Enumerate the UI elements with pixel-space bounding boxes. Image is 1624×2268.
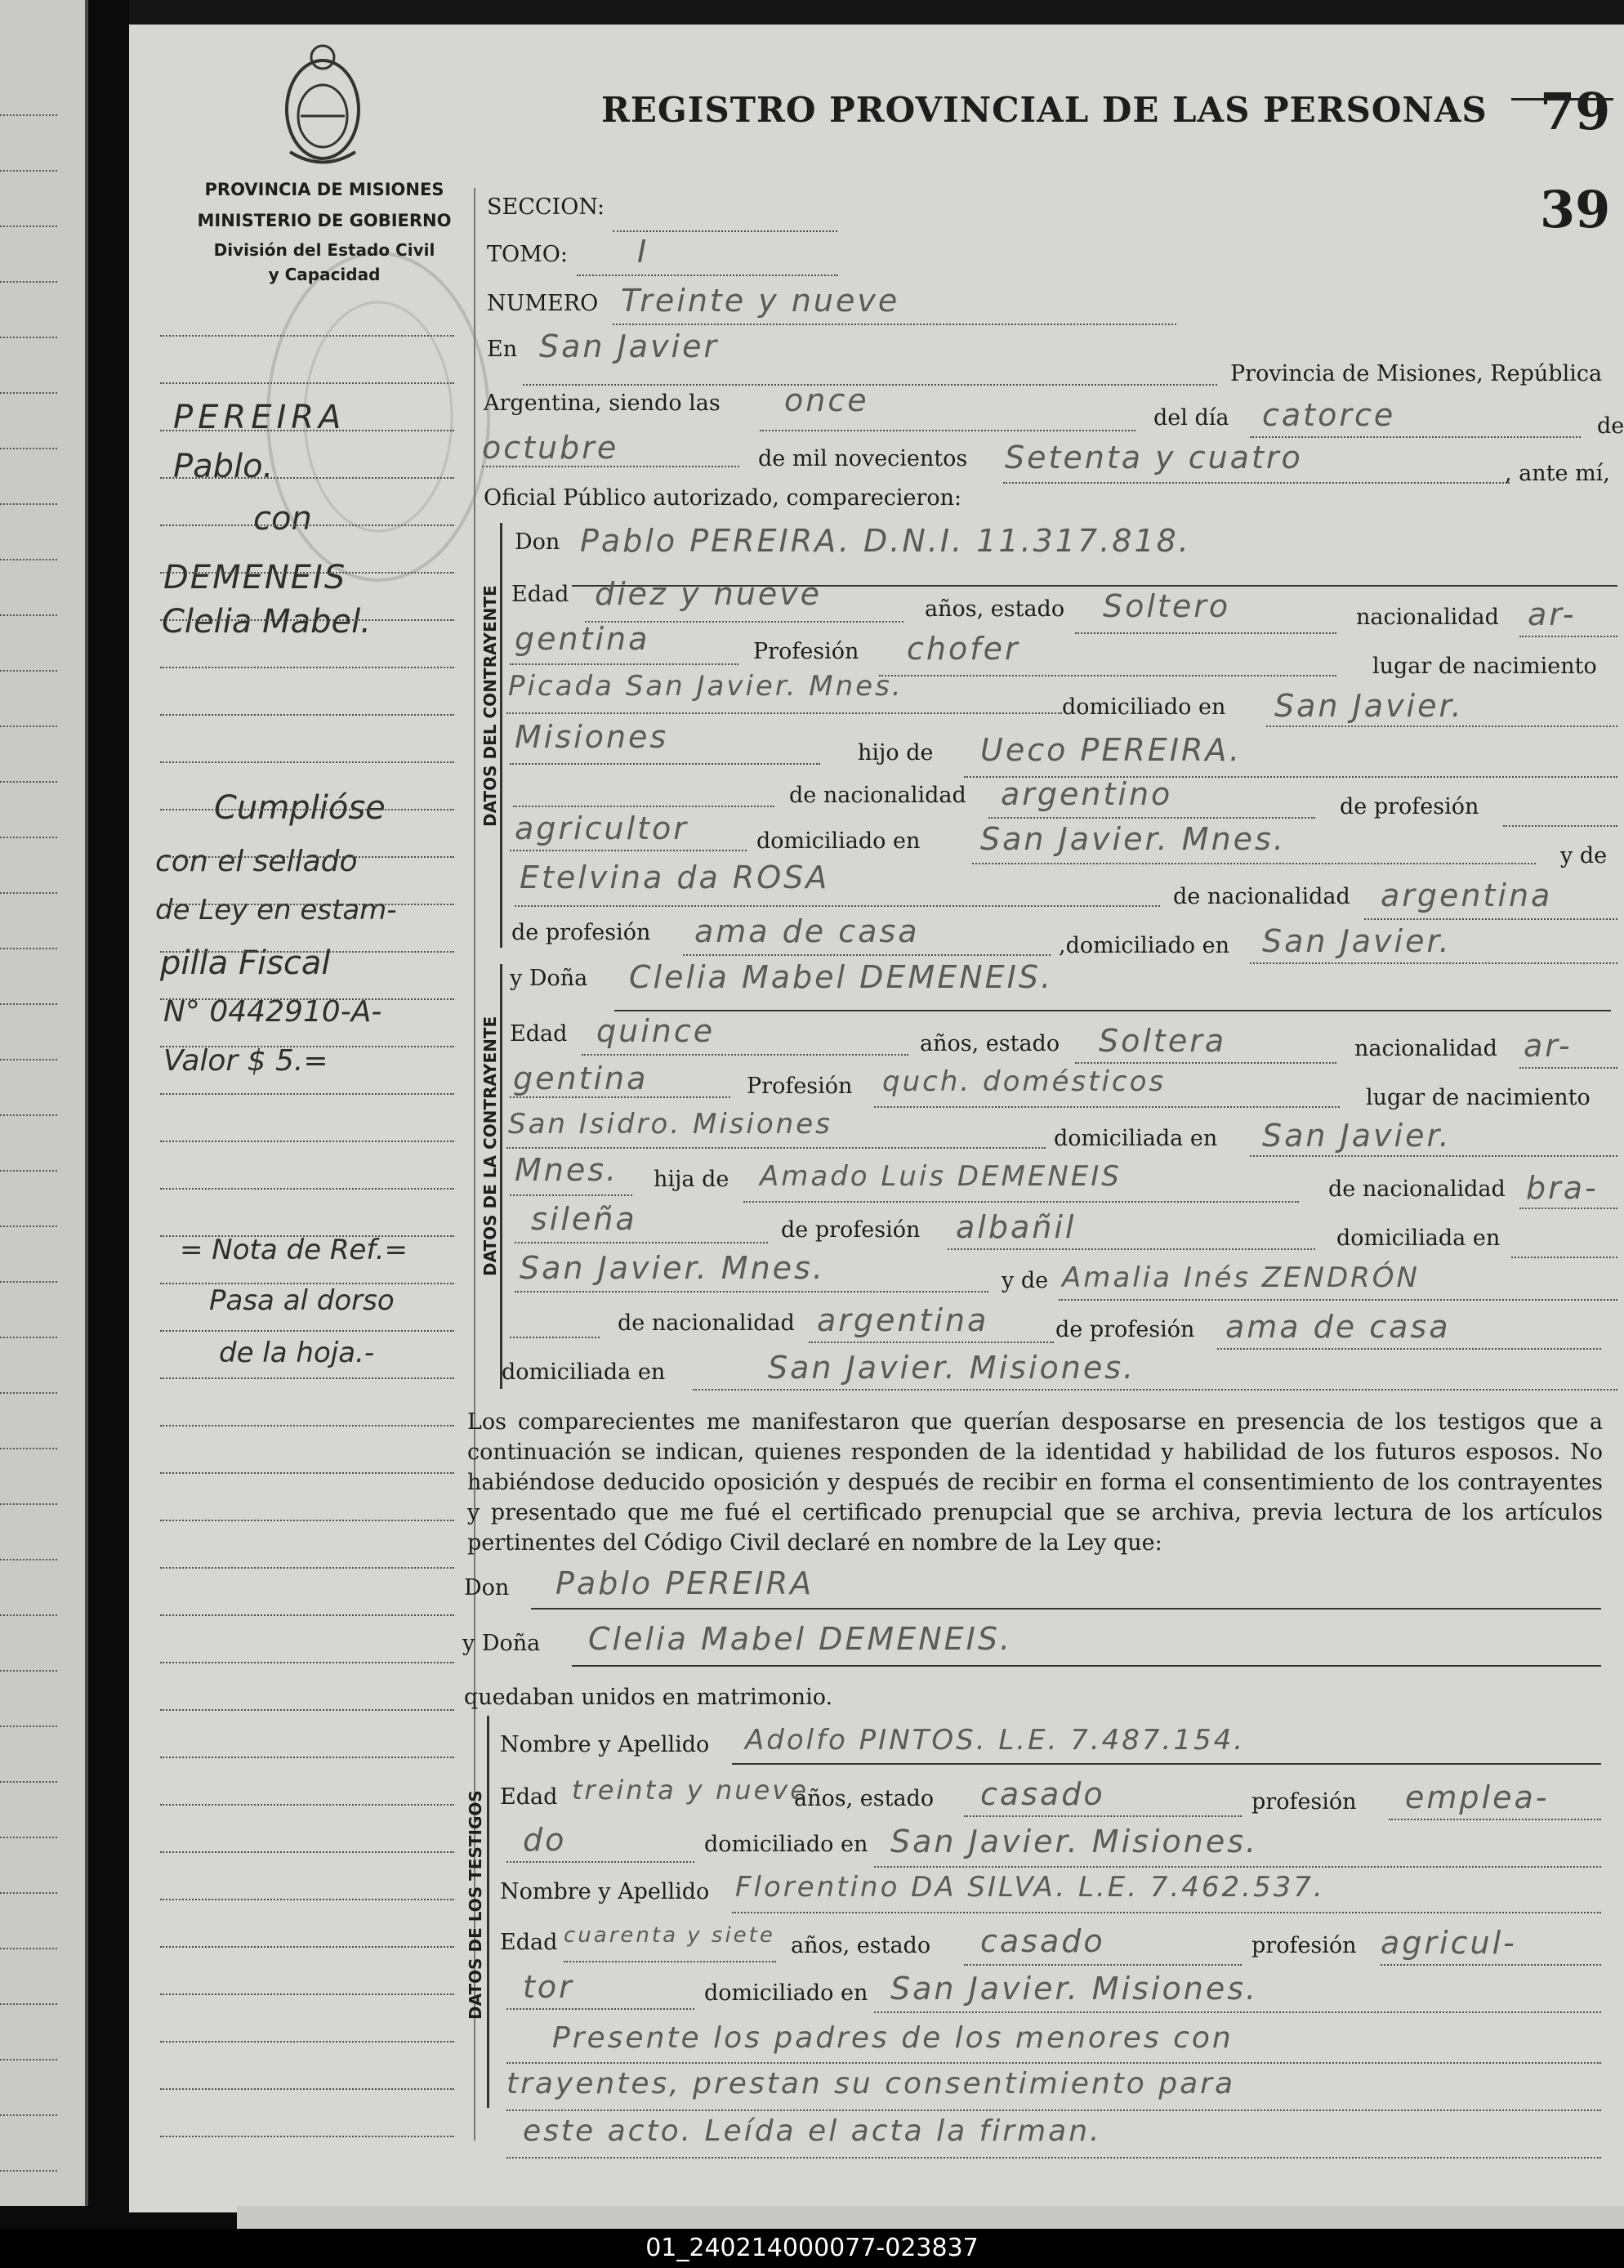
contrayente-nac-2: gentina [515,621,650,657]
ruled-line [0,2003,57,2005]
contrayenta-madre-nac: argentina [817,1302,989,1338]
ruled-line [0,114,57,116]
edad2-line [582,1054,908,1056]
madre-nac-label-2: de nacionalidad [618,1310,795,1336]
t2-estado: casado [980,1923,1105,1959]
ante-mi-text: , ante mí, [1505,461,1610,486]
domiciliado-label: domiciliado en [1062,694,1226,720]
en-label: En [487,337,518,362]
contrayenta-lugar: San Isidro. Misiones [508,1108,832,1141]
contrayente-prof: chofer [907,631,1020,667]
padre-nac-line [988,817,1315,819]
margin-ruled-line [160,1188,454,1190]
ruled-line [0,1003,57,1005]
edad-label-2: Edad [510,1021,568,1047]
ruled-line [0,392,57,394]
nacionalidad-label: nacionalidad [1356,605,1499,630]
mes-value: octubre [482,430,619,466]
margin-ruled-line [160,1946,454,1948]
contrayenta-dom: San Javier. [1262,1118,1452,1154]
ruled-line [0,1392,57,1394]
madre-nac2-line [809,1342,1054,1343]
y-de-label-2: y de [1002,1268,1049,1293]
ruled-line [0,448,57,449]
declaration-text: Los comparecientes me manifestaron que querían desposarse en presencia de los testigos que a continuación se indican, quienes responden de la identidad y habilidad de los futuros esposos. No habiéndose deducido oposición y después de recibir en forma el consentimiento de los contrayentes y presentado que me fué el certificado prenupcial que se archiva, previa lectura de los artículos pertinentes del Código Civil declaré en nombre de la Ley que: [467,1409,1603,1556]
testigos-bracket [487,1716,489,2108]
profesion-label-2: Profesión [747,1074,853,1099]
padre-dom2b-line [515,1291,988,1292]
provincia-text: Provincia de Misiones, República [1230,361,1603,386]
t2-dom: San Javier. Misiones. [890,1971,1259,2007]
contrayenta-bracket [500,964,502,1389]
ruled-line [0,1059,57,1060]
margin-ruled-line [160,382,454,384]
lugar-label-2: lugar de nacimiento [1366,1085,1591,1110]
nac2-line [510,663,738,665]
padre-dom2-line [1511,1257,1617,1258]
ruled-line [0,725,57,727]
seccion-line [613,230,837,232]
y-de-label: y de [1560,843,1608,868]
en-line [523,384,1217,386]
ruled-line [0,1892,57,1894]
ruled-line [0,225,57,227]
tomo-label: TOMO: [487,242,569,267]
contrayenta-madre-prof: ama de casa [1225,1309,1451,1345]
madre-line [515,905,1160,907]
contrayente-dom: San Javier. [1274,688,1464,724]
margin-ruled-line [160,1757,454,1758]
union-dona-line [572,1665,1601,1667]
margin-ruled-line [160,809,454,810]
margin-name-5: Clelia Mabel. [162,603,371,641]
ruled-line [0,781,57,783]
margin-ruled-line [160,951,454,953]
contrayente-lugar: Picada San Javier. Mnes. [508,670,903,703]
contrayenta-padre-prof: albañil [956,1209,1077,1245]
page-number-struck: 79 [1540,82,1611,141]
margin-ruled-line [160,619,454,621]
ruled-line [0,2114,57,2116]
ruled-line [0,614,57,616]
contrayente-section-label: DATOS DEL CONTRAYENTE [480,585,500,827]
contrayente-dom-2: Misiones [515,719,669,755]
contrayenta-madre-dom: San Javier. Misiones. [768,1350,1136,1386]
ruled-line [0,503,57,505]
coat-of-arms-icon [278,38,368,168]
t1-nombre-label: Nombre y Apellido [500,1732,710,1757]
padre-dom-label-2: domiciliada en [1336,1226,1501,1251]
hijo-de-label: hijo de [858,740,934,766]
margin-ruled-line [160,1993,454,1995]
margin-ruled-line [160,714,454,716]
contrayente-bracket [500,523,502,948]
t2-prof-label: profesión [1251,1933,1357,1958]
ruled-line [0,1337,57,1338]
margin-ruled-line [160,1709,454,1711]
testigos-section-label: DATOS DE LOS TESTIGOS [466,1790,485,2020]
ruled-line [0,1281,57,1283]
top-shadow [129,0,1624,25]
t1-edad: treinta y nueve [572,1775,809,1806]
margin-ruled-line [160,1662,454,1663]
margin-sello-6: Valor $ 5.= [163,1044,328,1078]
t2-dom-line [874,2011,1601,2013]
tomo-line [577,275,838,276]
margin-ruled-line [160,1425,454,1426]
nota3-line [506,2157,1601,2159]
margin-ruled-line [160,1520,454,1521]
dom-line [1266,725,1617,727]
margin-ruled-line [160,477,454,479]
de-label: de [1597,413,1624,439]
lugar-label: lugar de nacimiento [1372,654,1597,679]
union-don-label: Don [464,1575,510,1601]
t1-prof-line [1389,1819,1601,1820]
contrayenta-padre-nac: bra- [1526,1170,1599,1206]
lugar2-line [506,1147,1046,1149]
madre-dom2-line [693,1389,1617,1391]
padre2-line [743,1201,1299,1203]
margin-ruled-line [160,1093,454,1095]
margin-ruled-line [160,667,454,668]
margin-ruled-line [160,1235,454,1237]
lugar-line [506,712,1062,714]
nac-line [1519,636,1617,637]
org-line-3: División del Estado Civil [213,240,435,260]
dia-line [1250,436,1581,438]
anos-estado-label-2: años, estado [920,1031,1060,1056]
margin-sello-5: N° 0442910-A- [163,995,382,1029]
contrayente-estado: Soltero [1103,588,1231,624]
ruled-line [0,1948,57,1949]
madre-dom-label-2: domiciliada en [502,1359,666,1385]
nacionalidad-label-2: nacionalidad [1354,1036,1497,1061]
t1-prof2-line [506,1861,694,1863]
padre-nac-label: de nacionalidad [789,783,966,808]
t2-nombre-label: Nombre y Apellido [500,1879,710,1904]
profesion-label: Profesión [753,639,859,664]
hora-line [760,430,1135,431]
margin-sello-2: con el sellado [155,845,358,878]
margin-ruled-line [160,761,454,763]
t2-anos-estado-label: años, estado [791,1933,931,1958]
madre-prof-label-2: de profesión [1055,1317,1195,1342]
ruled-line [0,1226,57,1227]
t2-prof-2: tor [523,1969,574,2005]
contrayenta-nac: ar- [1524,1028,1573,1064]
dom2-line [510,763,820,765]
madre-blank-line [510,1337,600,1338]
estado2-line [1075,1062,1336,1064]
dona-label: y Doña [510,966,588,991]
margin-ruled-line [160,2041,454,2043]
t2-estado-line [964,1964,1242,1966]
margin-ruled-line [160,1804,454,1806]
t1-prof-label: profesión [1251,1789,1357,1815]
t2-edad: cuarenta y siete [564,1923,775,1948]
margin-name-3: con [253,500,312,538]
strike-line [1511,98,1613,100]
page-bottom-edge [237,2206,1624,2229]
margin-ruled-line [160,1330,454,1332]
margin-sello-3: de Ley en estam- [155,894,397,926]
madre-nac-line [1364,918,1617,920]
testigos-nota-3: este acto. Leída el acta la firman. [523,2114,1102,2148]
ruled-line [0,559,57,560]
t1-dom-label: domiciliado en [704,1832,868,1857]
madre-dom-line [1250,962,1617,964]
ruled-line [0,1614,57,1616]
org-line-2: MINISTERIO DE GOBIERNO [197,211,452,230]
del-dia-label: del día [1153,405,1229,431]
margin-ruled-line [160,1046,454,1047]
madre-prof-label: de profesión [511,920,651,945]
t1-prof: emplea- [1405,1779,1550,1815]
union-don-line [531,1608,1601,1609]
madre-prof2-line [1217,1348,1601,1350]
ruled-line [0,1670,57,1672]
margin-ruled-line [160,335,454,337]
margin-ruled-line [160,525,454,526]
margin-ruled-line [160,856,454,858]
margin-ruled-line [160,1472,454,1474]
margin-ruled-line [160,998,454,1000]
t1-dom: San Javier. Misiones. [890,1824,1259,1859]
margin-ruled-line [160,1567,454,1569]
madre-prof-line [683,954,1051,956]
contrayenta-estado: Soltera [1099,1023,1227,1059]
ruled-line [0,337,57,338]
margin-ruled-line [160,1851,454,1853]
t1-nombre-line [732,1763,1601,1765]
t1-dom-line [874,1866,1601,1868]
padre-prof-line [1503,825,1617,827]
margin-nota-1: = Nota de Ref.= [180,1234,408,1266]
contrayente-padre-prof: agricultor [515,810,689,846]
t1-nombre: Adolfo PINTOS. L.E. 7.487.154. [745,1724,1246,1757]
ruled-line [0,1781,57,1783]
contrayenta-edad: quince [596,1013,716,1049]
t1-anos-estado-label: años, estado [794,1786,935,1811]
nac2c-line [510,1096,730,1098]
ruled-line [0,1448,57,1449]
image-code: 01_240214000077-023837 [645,2234,979,2262]
margin-nota-2: Pasa al dorso [209,1284,395,1317]
margin-nota-3: de la hoja.- [219,1337,375,1369]
previous-page-edge [0,0,88,2206]
nota2-line [506,2110,1601,2111]
padre-prof2b-line [948,1248,1315,1250]
t1-estado: casado [980,1776,1105,1812]
ruled-line [0,1837,57,1838]
dom2b-line [1250,1155,1617,1157]
contrayente-nombre: Pablo PEREIRA. D.N.I. 11.317.818. [580,523,1191,559]
contrayente-madre: Etelvina da ROSA [520,859,830,895]
nac2b-line [1519,1067,1617,1069]
ruled-line [0,2170,57,2172]
margin-ruled-line [160,1614,454,1616]
contrayente-padre-nac: argentino [1001,776,1173,812]
ruled-line [0,1170,57,1172]
margin-sello-1: Cumplióse [214,789,386,827]
margin-ruled-line [160,430,454,431]
contrayenta-prof: quch. domésticos [882,1065,1167,1098]
t2-edad-label: Edad [500,1930,558,1955]
padre-dom-label: domiciliado en [756,828,921,854]
margin-ruled-line [160,2136,454,2137]
dom2c-line [510,1194,632,1196]
padre-nac2b-line [515,1242,768,1243]
contrayenta-padre-dom: San Javier. Mnes. [520,1250,825,1286]
contrayenta-dom-2: Mnes. [515,1152,619,1188]
margin-name-2: Pablo. [173,448,274,485]
hija-de-label: hija de [654,1167,729,1192]
domiciliada-label: domiciliada en [1054,1126,1218,1151]
contrayente-madre-nac: argentina [1381,877,1553,913]
union-don: Pablo PEREIRA [555,1565,814,1601]
ruled-line [0,170,57,172]
contrayente-padre: Ueco PEREIRA. [980,732,1243,768]
t2-prof2-line [506,2008,694,2010]
testigos-nota-1: Presente los padres de los menores con [552,2021,1234,2055]
nota1-line [506,2062,1601,2064]
prof-line [879,675,1336,676]
contrayenta-padre: Amado Luis DEMENEIS [760,1160,1122,1193]
document-title: REGISTRO PROVINCIAL DE LAS PERSONAS [601,90,1488,130]
ruled-line [0,948,57,949]
numero-line [613,324,1176,325]
seccion-label: SECCION: [487,194,605,220]
ruled-line [0,281,57,283]
oficial-text: Oficial Público autorizado, comparecieron: [484,485,962,511]
contrayente-madre-dom: San Javier. [1262,923,1452,959]
contrayente-madre-prof: ama de casa [694,913,920,949]
union-dona: Clelia Mabel DEMENEIS. [588,1621,1013,1657]
padre-prof2-line [510,850,747,851]
org-line-1: PROVINCIA DE MISIONES [204,180,444,199]
padre-prof-label: de profesión [1340,794,1479,819]
testigos-nota-2: trayentes, prestan su consentimiento para [506,2067,1236,2101]
ruled-line [0,1726,57,1727]
estado-line [1075,632,1336,634]
en-value: San Javier [539,328,720,364]
t2-prof-line [1381,1964,1601,1966]
t1-prof-2: do [523,1822,567,1858]
t2-dom-label: domiciliado en [704,1980,868,2006]
margin-ruled-line [160,904,454,905]
t1-estado-line [964,1815,1242,1817]
argentina-text: Argentina, siendo las [484,391,721,416]
padre-nac2-line [1519,1208,1617,1209]
numero-label: NUMERO [487,291,599,316]
margin-sello-4: pilla Fiscal [160,944,331,982]
contrayente-edad: diez y nueve [595,576,823,612]
contrayenta-madre: Amalia Inés ZENDRÓN [1062,1261,1420,1294]
t1-edad-label: Edad [500,1784,558,1810]
ruled-line [0,892,57,894]
hora-value: once [784,382,869,418]
org-line-4: y Capacidad [268,265,381,284]
t2-nombre-line [732,1912,1601,1913]
madre2-line [1059,1299,1617,1301]
margin-name-4: DEMENEIS [163,559,347,596]
prof2-line [874,1106,1340,1108]
ruled-line [0,2059,57,2060]
dia-value: catorce [1262,397,1396,433]
contrayenta-padre-nac-2: sileña [531,1201,637,1237]
anos-estado-label: años, estado [925,596,1065,622]
madre-nac-label: de nacionalidad [1173,884,1350,909]
edad-label: Edad [511,582,569,607]
mes-line [482,466,739,467]
margin-ruled-line [160,1141,454,1142]
unidos-text: quedaban unidos en matrimonio. [464,1685,833,1710]
madre-dom-label: ,domiciliado en [1059,933,1229,958]
ruled-line [0,837,57,838]
ruled-line [0,670,57,672]
t2-edad-line [564,1961,776,1962]
contrayente-padre-dom: San Javier. Mnes. [980,821,1286,857]
t2-prof: agricul- [1381,1925,1517,1961]
numero-value: Treinte y nueve [621,283,900,319]
padre-dom-line [972,863,1536,864]
margin-ruled-line [160,1377,454,1379]
padre-prof-label-2: de profesión [781,1217,921,1243]
mil-text: de mil novecientos [758,446,968,471]
ruled-line [0,1503,57,1505]
margin-name-1: PEREIRA [173,399,346,436]
ruled-line [0,1559,57,1560]
don-label: Don [515,529,560,555]
contrayenta-nac-2: gentina [513,1060,649,1096]
union-dona-label: y Doña [462,1631,541,1656]
contrayenta-nombre: Clelia Mabel DEMENEIS. [629,959,1054,995]
margin-ruled-line [160,1283,454,1284]
margin-ruled-line [160,1899,454,1900]
contrayente-nac: ar- [1528,596,1577,632]
margin-ruled-line [160,2088,454,2090]
t2-nombre: Florentino DA SILVA. L.E. 7.462.537. [735,1871,1325,1904]
contrayenta-section-label: DATOS DE LA CONTRAYENTE [480,1016,500,1276]
padre-nac-label-2: de nacionalidad [1328,1176,1506,1202]
ruled-line [0,1114,57,1116]
anio-value: Setenta y cuatro [1005,440,1303,475]
padre-blank-line [513,806,774,807]
page-number: 39 [1540,180,1611,239]
margin-ruled-line [160,572,454,574]
anio-line [1003,482,1510,484]
tomo-value: I [637,234,649,270]
dona-line [614,1010,1611,1011]
